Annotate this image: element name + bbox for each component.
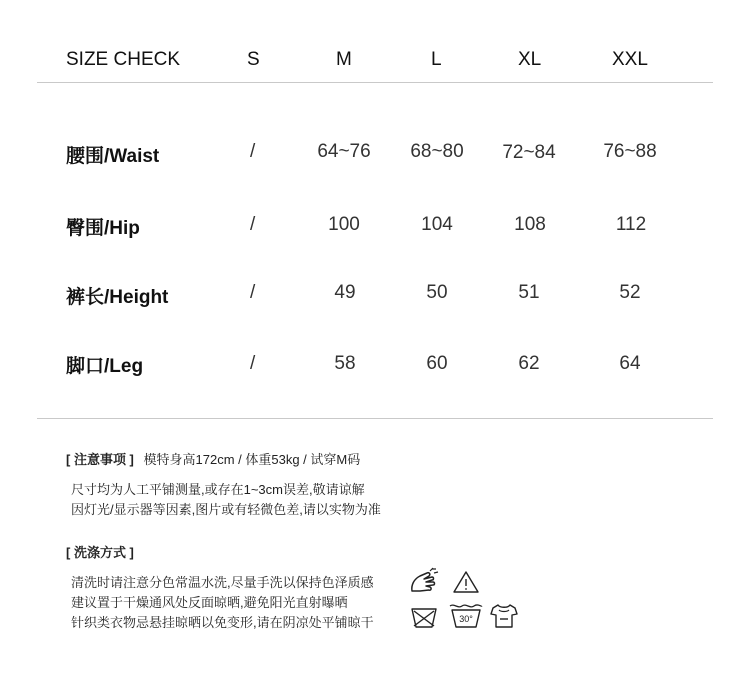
size-header-xl: XL bbox=[518, 49, 542, 70]
notes-heading: [ 注意事项 ] bbox=[66, 452, 134, 467]
row-label-height: 裤长/Height bbox=[66, 287, 169, 308]
table-cell: 58 bbox=[334, 353, 356, 374]
table-cell: 68~80 bbox=[410, 141, 464, 162]
row-label-hip: 臀围/Hip bbox=[66, 218, 140, 239]
notes-line-1: 尺寸均为人工平铺测量,或存在1~3cm误差,敬请谅解 bbox=[71, 482, 365, 497]
table-cell: / bbox=[250, 141, 256, 162]
wash-line-1: 清洗时请注意分色常温水洗,尽量手洗以保持色泽质感 bbox=[71, 575, 374, 590]
row-label-leg: 脚口/Leg bbox=[66, 356, 144, 377]
size-header-s: S bbox=[247, 49, 260, 70]
table-bottom-divider bbox=[37, 418, 713, 419]
table-cell: / bbox=[250, 282, 256, 303]
table-cell: 64~76 bbox=[317, 141, 371, 162]
header-divider bbox=[37, 82, 713, 83]
no-bleach-icon bbox=[452, 570, 480, 594]
size-check-header: SIZE CHECK bbox=[66, 49, 181, 70]
size-header-l: L bbox=[431, 49, 442, 70]
dry-flat-icon bbox=[489, 602, 519, 630]
table-cell: 49 bbox=[334, 282, 356, 303]
wash-heading: [ 洗涤方式 ] bbox=[66, 545, 134, 560]
table-cell: 112 bbox=[615, 214, 647, 235]
table-cell: 104 bbox=[421, 214, 453, 235]
table-cell: / bbox=[250, 214, 256, 235]
row-label-waist: 腰围/Waist bbox=[66, 146, 160, 167]
table-cell: 72~84 bbox=[502, 142, 556, 163]
wash-line-3: 针织类衣物忌悬挂晾晒以免变形,请在阴凉处平铺晾干 bbox=[71, 615, 374, 630]
table-cell: 100 bbox=[328, 214, 360, 235]
table-cell: 52 bbox=[619, 282, 641, 303]
notes-line-2: 因灯光/显示器等因素,图片或有轻微色差,请以实物为准 bbox=[71, 502, 381, 517]
wash-temperature: 30° bbox=[459, 614, 473, 624]
table-cell: 64 bbox=[619, 353, 641, 374]
wash-line-2: 建议置于干燥通风处反面晾晒,避免阳光直射曝晒 bbox=[71, 595, 348, 610]
notes-block bbox=[66, 449, 360, 468]
table-cell: 76~88 bbox=[603, 141, 657, 162]
wash-30-icon bbox=[448, 602, 484, 630]
table-cell: / bbox=[250, 353, 256, 374]
model-info: 模特身高172cm / 体重53kg / 试穿M码 bbox=[143, 452, 361, 467]
table-cell: 50 bbox=[426, 282, 448, 303]
table-cell: 60 bbox=[426, 353, 448, 374]
do-not-tumble-dry-icon bbox=[409, 604, 439, 630]
table-cell: 51 bbox=[518, 282, 540, 303]
table-cell: 62 bbox=[518, 353, 540, 374]
hand-wash-icon bbox=[408, 567, 440, 595]
size-header-m: M bbox=[336, 49, 352, 70]
table-cell: 108 bbox=[514, 214, 546, 235]
size-header-xxl: XXL bbox=[612, 49, 648, 70]
